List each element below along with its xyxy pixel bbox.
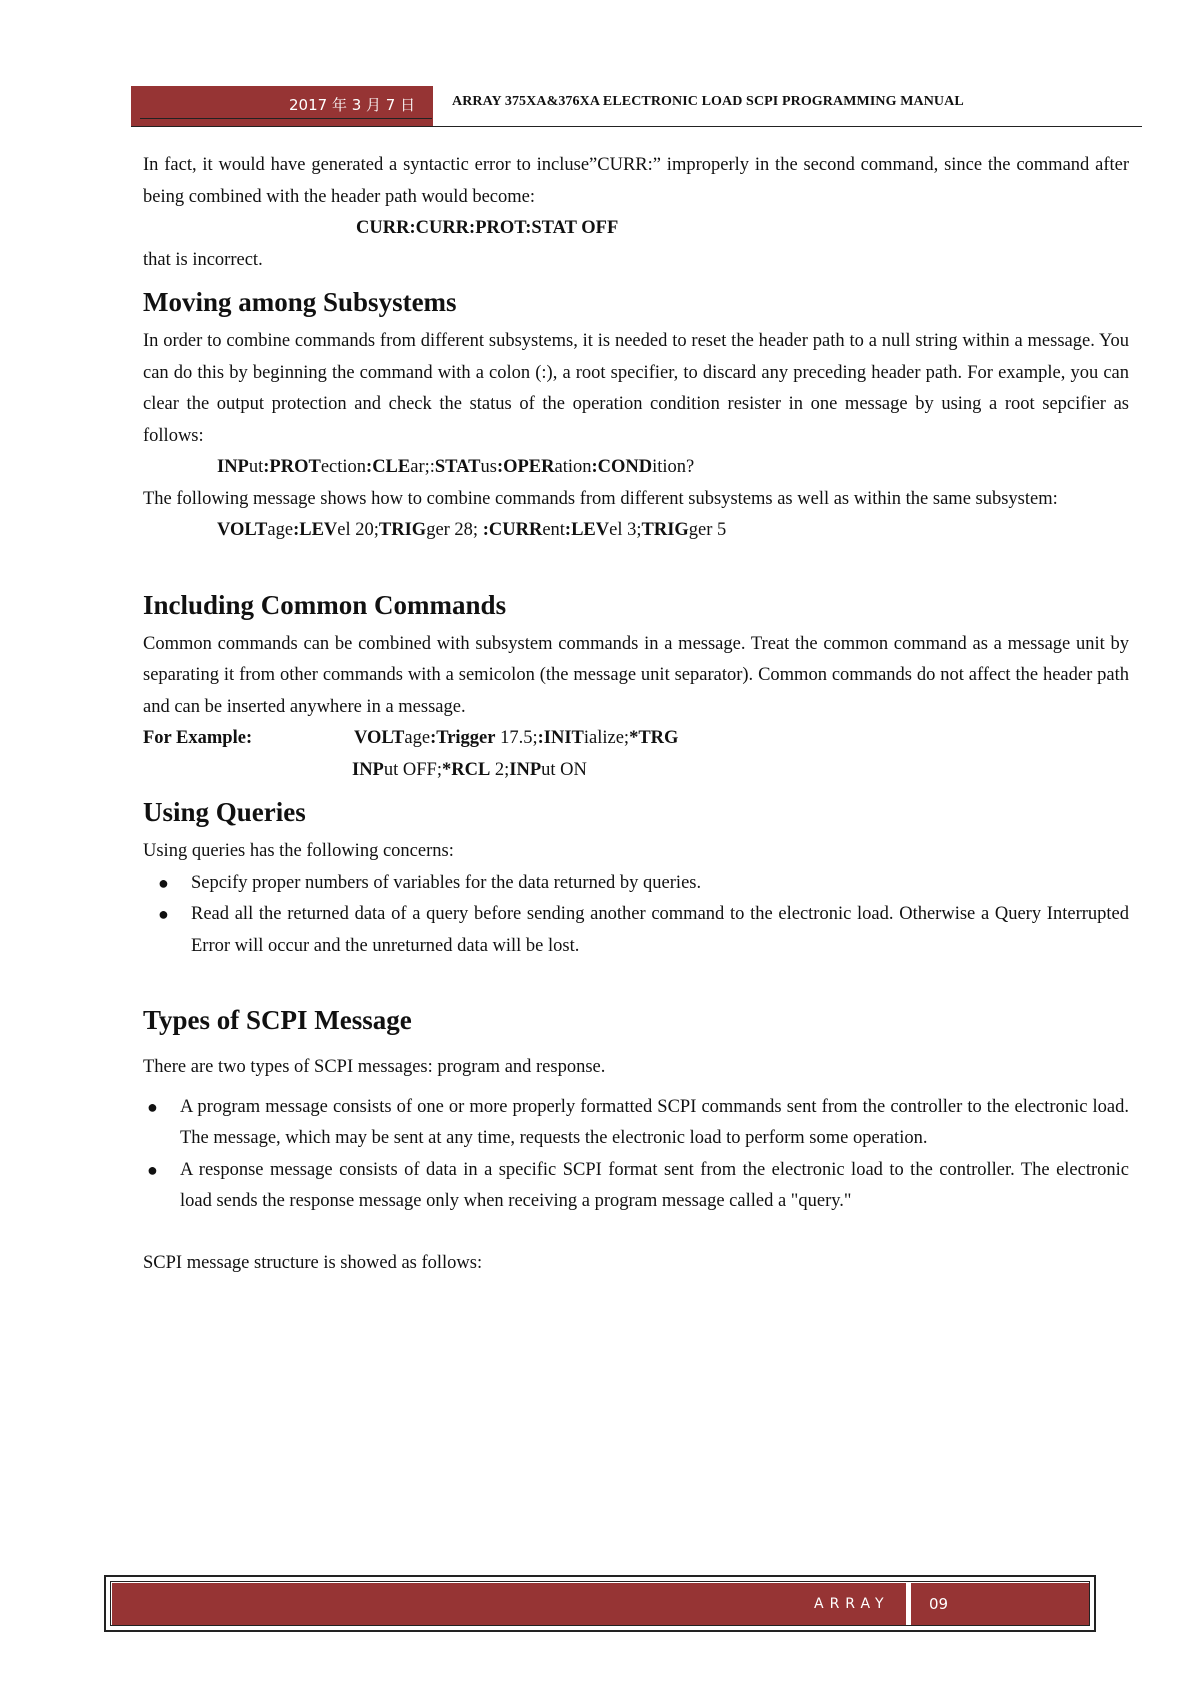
heading-using-queries: Using Queries <box>143 797 306 827</box>
footer-brand: ARRAY <box>814 1596 890 1612</box>
list-item: ● A program message consists of one or more properly formatted SCPI commands sent from the controller to the electronic load. The message, which may be sent at any time, requests the electronic load to perform some operation. <box>143 1092 1129 1155</box>
footer-page-banner <box>911 1583 1089 1625</box>
bullet-icon: ● <box>147 1159 158 1180</box>
page-body <box>143 150 1129 1279</box>
example-row-2 <box>143 755 1129 787</box>
intro-command: CURR:CURR:PROT:STAT OFF <box>356 218 619 238</box>
queries-bullet-list <box>143 868 1129 963</box>
bullet-icon: ● <box>158 872 169 893</box>
example-command-2: INPut OFF;*RCL 2;INPut ON <box>352 759 587 780</box>
heading-moving-among-subsystems: Moving among Subsystems <box>143 287 457 317</box>
footer-brand-banner <box>112 1583 906 1625</box>
types-paragraph: There are two types of SCPI messages: program and response. <box>143 1057 606 1077</box>
bullet-icon: ● <box>158 904 169 924</box>
example-label: For Example: <box>143 728 253 748</box>
types-bullet-list <box>143 1092 1129 1218</box>
footer-frame <box>104 1575 1096 1632</box>
combined-command: VOLTage:LEVel 20;TRIGger 28; :CURRent:LEVel 3;TRIGger 5 <box>217 520 727 540</box>
header-date-underline <box>140 118 432 119</box>
header-date: 2017 年 3 月 7 日 <box>289 96 416 114</box>
example-row-1 <box>143 723 1129 755</box>
common-commands-paragraph: Common commands can be combined with subsystem commands in a message. Treat the common command as a message unit by separating it from other commands with a semicolon (the message unit separator). Common commands do not affect the header path and can be inserted anywhere in a message. <box>143 633 1129 717</box>
intro-paragraph: In fact, it would have generated a syntactic error to incluse”CURR:” improperly in the second command, since the command after being combined with the header path would become: <box>143 155 1129 207</box>
heading-types-of-scpi-message: Types of SCPI Message <box>143 1005 412 1035</box>
list-item: ● Read all the returned data of a query before sending another command to the electronic load. Otherwise a Query Interrupted Error will occur and the unreturned data will be lost. <box>143 899 1129 962</box>
bullet-icon: ● <box>147 1096 158 1117</box>
header-title: ARRAY 375XA&376XA ELECTRONIC LOAD SCPI PROGRAMMING MANUAL <box>452 94 964 109</box>
list-item: ● Sepcify proper numbers of variables for the data returned by queries. <box>143 868 1129 900</box>
queries-paragraph: Using queries has the following concerns: <box>143 841 454 861</box>
header-date-banner <box>131 86 433 126</box>
example-command-1: VOLTage:Trigger 17.5;:INITialize;*TRG <box>354 728 679 748</box>
combine-paragraph: The following message shows how to combine commands from different subsystems as well as within the same subsystem: <box>143 488 1058 509</box>
intro-after: that is incorrect. <box>143 249 263 270</box>
list-item: ● A response message consists of data in a specific SCPI format sent from the electronic load to the controller. The electronic load sends the response message only when receiving a program message called a "query." <box>143 1155 1129 1218</box>
page-number: 09 <box>929 1595 949 1613</box>
closing-paragraph: SCPI message structure is showed as follows: <box>143 1252 483 1273</box>
header-rule <box>131 126 1142 127</box>
root-specifier-command: INPut:PROTection:CLEar;:STATus:OPERation:CONDition? <box>217 457 695 477</box>
subsystems-paragraph: In order to combine commands from different subsystems, it is needed to reset the header path to a null string within a message. You can do this by beginning the command with a colon (:), a root specifier, to discard any preceding header path. For example, you can clear the output protection and check the status of the operation condition resister in one message by using a root sepcifier as follows: <box>143 331 1129 446</box>
heading-including-common-commands: Including Common Commands <box>143 589 507 620</box>
